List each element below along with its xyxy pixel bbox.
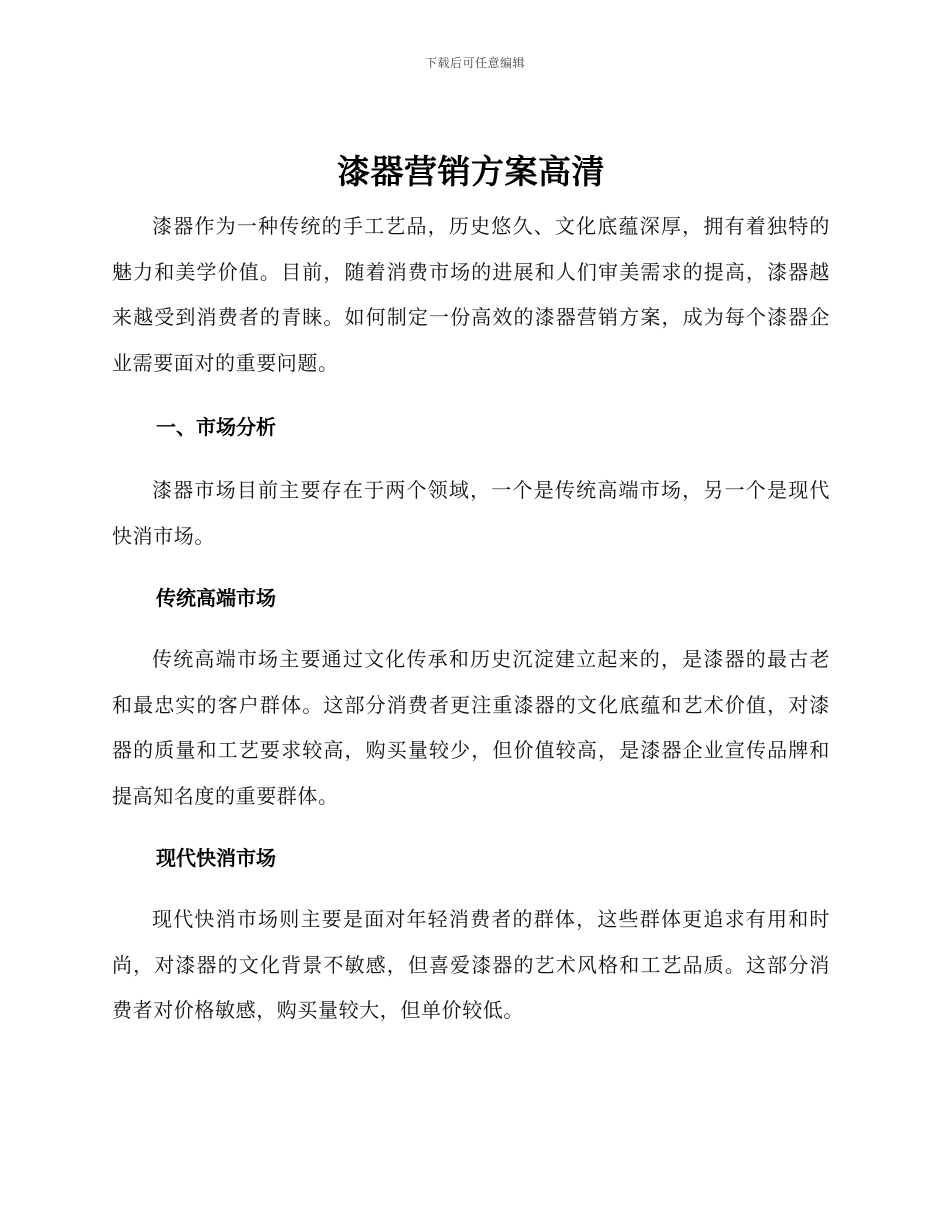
subsection-heading-modern-market: 现代快消市场: [156, 846, 276, 870]
document-body: [112, 148, 830, 1034]
traditional-market-paragraph: 传统高端市场主要通过文化传承和历史沉淀建立起来的，是漆器的最古老和最忠实的客户群体。这部分消费者更注重漆器的文化底蕴和艺术价值，对漆器的质量和工艺要求较高，购买量较少，但价值较高，是漆器企业宣传品牌和提高知名度的重要群体。: [112, 647, 830, 808]
modern-market-paragraph: 现代快消市场则主要是面对年轻消费者的群体，这些群体更追求有用和时尚，对漆器的文化背景不敏感，但喜爱漆器的艺术风格和工艺品质。这部分消费者对价格敏感，购买量较大，但单价较低。: [112, 907, 830, 1022]
subsection-heading-traditional-market: 传统高端市场: [156, 586, 276, 610]
header-note: 下载后可任意编辑: [424, 56, 525, 70]
section-heading-market-analysis: 一、市场分析: [156, 415, 276, 439]
market-analysis-paragraph: 漆器市场目前主要存在于两个领域，一个是传统高端市场，另一个是现代快消市场。: [112, 478, 830, 548]
intro-paragraph: 漆器作为一种传统的手工艺品，历史悠久、文化底蕴深厚，拥有着独特的魅力和美学价值。目前，随着消费市场的进展和人们审美需求的提高，漆器越来越受到消费者的青睐。如何制定一份高效的漆器营销方案，成为每个漆器企业需要面对的重要问题。: [112, 214, 830, 375]
document-title: 漆器营销方案高清: [337, 152, 605, 191]
